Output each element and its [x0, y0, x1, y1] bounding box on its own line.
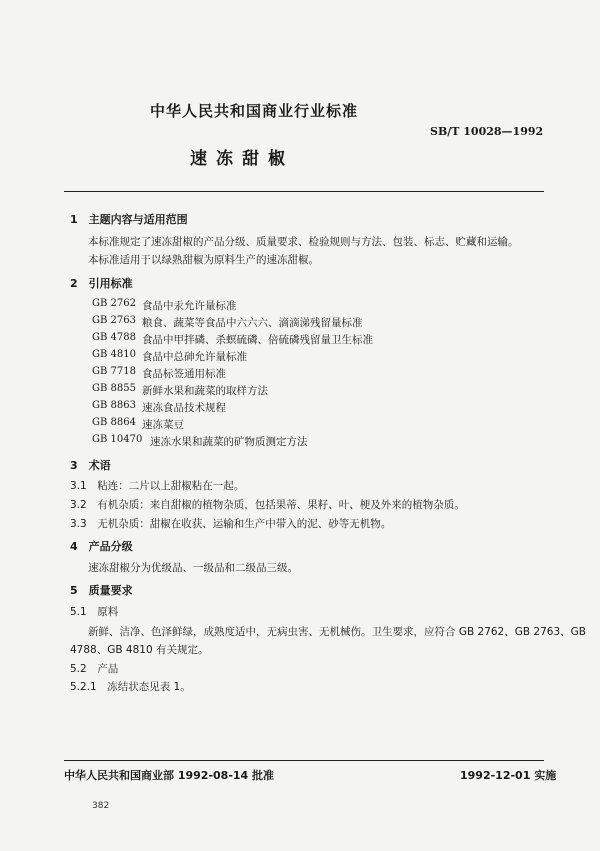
ref-code: GB 10470: [92, 434, 143, 445]
approval-issuer: 中华人民共和国商业部 1992-08-14 批准: [64, 769, 275, 782]
section-1-paragraph-2: 本标准适用于以绿熟甜椒为原料生产的速冻甜椒。: [88, 254, 319, 266]
ref-code: GB 8864: [92, 417, 136, 428]
ref-title: 食品标签通用标准: [142, 368, 226, 380]
ref-title: 速冻食品技术规程: [142, 402, 226, 414]
effective-date: 1992-12-01 实施: [460, 769, 557, 782]
header-rule: [64, 191, 544, 192]
ref-title: 新鲜水果和蔬菜的取样方法: [142, 385, 268, 397]
section-1-paragraph-1: 本标准规定了速冻甜椒的产品分级、质量要求、检验规则与方法、包装、标志、贮藏和运输。: [88, 236, 519, 248]
org-title: 中华人民共和国商业行业标准: [150, 102, 359, 120]
section-5-heading: 5 质量要求: [70, 584, 133, 597]
document-title: 速冻甜椒: [190, 149, 294, 169]
section-4-heading: 4 产品分级: [70, 540, 133, 553]
ref-code: GB 4788: [92, 332, 136, 343]
section-2-heading: 2 引用标准: [70, 277, 133, 290]
ref-code: GB 8863: [92, 400, 136, 411]
page-number: 382: [92, 801, 110, 811]
term-3-2: 3.2 有机杂质：来自甜椒的植物杂质，包括果蒂、果籽、叶、梗及外来的植物杂质。: [70, 499, 465, 511]
section-4-paragraph: 速冻甜椒分为优级品、一级品和二级品三级。: [88, 562, 298, 574]
standard-code: SB/T 10028—1992: [430, 125, 544, 138]
clause-5-2-heading: 5.2 产品: [70, 663, 119, 675]
ref-code: GB 7718: [92, 366, 136, 377]
ref-title: 速冻菜豆: [142, 419, 184, 431]
term-3-3: 3.3 无机杂质：甜椒在收获、运输和生产中带入的泥、砂等无机物。: [70, 518, 392, 530]
ref-title: 食品中甲拌磷、杀螟硫磷、倍硫磷残留量卫生标准: [142, 334, 373, 346]
ref-title: 速冻水果和蔬菜的矿物质测定方法: [150, 436, 308, 448]
ref-title: 粮食、蔬菜等食品中六六六、滴滴涕残留量标准: [142, 317, 363, 329]
clause-5-1-text-line-2: 4788、GB 4810 有关规定。: [70, 644, 209, 656]
footer-rule: [64, 760, 544, 761]
section-3-heading: 3 术语: [70, 459, 111, 472]
term-3-1: 3.1 粘连：二片以上甜椒粘在一起。: [70, 480, 245, 492]
ref-code: GB 8855: [92, 383, 136, 394]
clause-5-1-text-line-1: 新鲜、洁净、色泽鲜绿，成熟度适中，无病虫害、无机械伤。卫生要求，应符合 GB 2762、GB 2763、GB: [88, 626, 586, 638]
ref-code: GB 2763: [92, 315, 136, 326]
ref-code: GB 4810: [92, 349, 136, 360]
section-1-heading: 1 主题内容与适用范围: [70, 213, 188, 226]
ref-title: 食品中总砷允许量标准: [142, 351, 247, 363]
ref-title: 食品中汞允许量标准: [142, 300, 237, 312]
ref-code: GB 2762: [92, 298, 136, 309]
clause-5-2-1-text: 5.2.1 冻结状态见表 1。: [70, 681, 191, 693]
clause-5-1-heading: 5.1 原料: [70, 606, 119, 618]
